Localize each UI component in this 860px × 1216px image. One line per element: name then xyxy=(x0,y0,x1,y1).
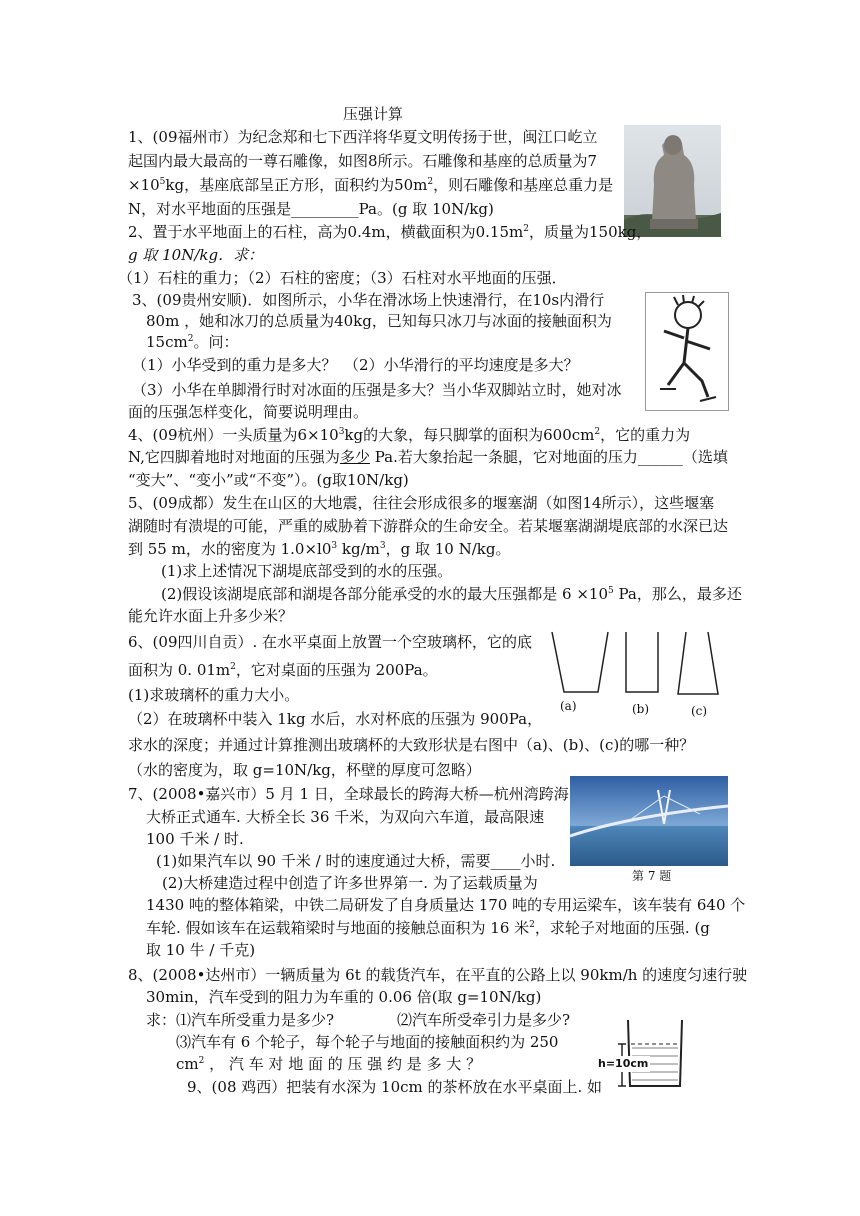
q1-line: N，对水平地面的压强是_________Pa。(g 取 10N/kg) xyxy=(128,200,494,218)
q3-line: （3）小华在单脚滑行时对冰面的压强是多大？当小华双脚站立时，她对冰 xyxy=(132,381,622,399)
q3-line: 面的压强怎样变化，简要说明理由。 xyxy=(128,403,369,421)
q8-line: ⑶汽车有 6 个轮子，每个轮子与地面的接触面积约为 250 xyxy=(176,1033,559,1051)
q7-line: 大桥正式通车. 大桥全长 36 千米，为双向六车道，最高限速 xyxy=(146,808,545,826)
q7-line: (1)如果汽车以 90 千米 / 时的速度通过大桥，需要____小时. xyxy=(156,852,556,870)
q6-line: （2）在玻璃杯中装入 1kg 水后，水对杯底的压强为 900Pa， xyxy=(128,710,543,728)
q8-line: ⑵汽车所受牵引力是多少? xyxy=(397,1011,571,1029)
cup-label-c: (c) xyxy=(691,704,708,718)
q2-line: g 取 10N/kg．求： xyxy=(128,246,264,264)
q6-line: 6、(09四川自贡）. 在水平桌面上放置一个空玻璃杯，它的底 xyxy=(128,633,533,651)
q8-line: 30min，汽车受到的阻力为车重的 0.06 倍(取 g=10N/kg) xyxy=(146,988,542,1006)
q5-line: 到 55 m，水的密度为 $1.0\times l0^3$ $kg/m^3$，g 取 10 N/kg。 xyxy=(128,540,511,558)
q3-line: $15cm^2$。问： xyxy=(146,333,239,351)
q5-line: 能允许水面上升多少米？ xyxy=(128,607,294,625)
q5-line: (1)求上述情况下湖堤底部受到的水的压强。 xyxy=(161,562,453,580)
q8-line: $cm^2$ ， 汽 车 对 地 面 的 压 强 约 是 多 大 ？ xyxy=(176,1055,482,1073)
q6-line: 求水的深度；并通过计算推测出玻璃杯的大致形状是右图中（a)、(b)、(c)的哪一种？ xyxy=(128,736,695,754)
q9-line: 9、(08 鸡西）把装有水深为 10cm 的茶杯放在水平桌面上. 如 xyxy=(187,1078,603,1096)
q3-line: 3、(09贵州安顺)．如图所示，小华在滑冰场上快速滑行，在10s内滑行 xyxy=(132,291,605,309)
teacup-figure xyxy=(596,1016,690,1094)
q7-line: 100 千米 / 时. xyxy=(146,830,244,848)
q4-line: 4、(09杭州）一头质量为$6\times 10^3kg$的大象，每只脚掌的面积为$600cm^2$，它的重力为 xyxy=(128,426,691,444)
q6-line: （水的密度为，取 g=10N/kg，杯壁的厚度可忽略） xyxy=(128,761,481,779)
q3-line: （1）小华受到的重力是多大？ （2）小华滑行的平均速度是多大？ xyxy=(132,356,579,374)
q3-line: 80m ，她和冰刀的总质量为40kg，已知每只冰刀与冰面的接触面积为 xyxy=(146,312,612,330)
q7-line: (2)大桥建造过程中创造了许多世界第一. 为了运载质量为 xyxy=(162,874,538,892)
q8-line: 求：⑴汽车所受重力是多少? xyxy=(146,1011,335,1029)
cup-label-b: (b) xyxy=(632,702,650,716)
q2-line: 2、置于水平地面上的石柱，高为0.4m，横截面积为$0.15m^2$，质量为150kg， xyxy=(128,223,652,241)
teacup-depth-label: h=10cm xyxy=(598,1057,649,1070)
q1-line: 起国内最大最高的一尊石雕像，如图8所示。石雕像和基座的总质量为7 xyxy=(128,152,598,170)
q5-line: 湖随时有溃堤的可能，严重的威胁着下游群众的生命安全。若某堰塞湖湖堤底部的水深已达 xyxy=(128,517,729,535)
cup-label-a: (a) xyxy=(560,699,577,713)
q7-line: 7、(2008•嘉兴市）5 月 1 日，全球最长的跨海大桥—杭州湾跨海 xyxy=(128,785,569,803)
cups-figure xyxy=(548,628,728,720)
q8-line: 8、(2008•达州市）一辆质量为 6t 的载货汽车，在平直的公路上以 90km/h 的速度匀速行驶 xyxy=(128,966,748,984)
q2-line: （1）石柱的重力；（2）石柱的密度；（3）石柱对水平地面的压强． xyxy=(118,269,567,287)
q7-line: 1430 吨的整体箱梁，中铁二局研发了自身质量达 170 吨的专用运梁车，该车装有 640 个 xyxy=(146,896,746,914)
q1-line: 1、(09福州市）为纪念郑和七下西洋将华夏文明传扬于世，闽江口屹立 xyxy=(128,128,598,146)
q5-line: 5、(09成都）发生在山区的大地震，往往会形成很多的堰塞湖（如图14所示），这些堰塞 xyxy=(128,494,715,512)
q6-line: (1)求玻璃杯的重力大小。 xyxy=(128,686,300,704)
q7-line: 车轮. 假如该车在运载箱梁时与地面的接触总面积为 16 米$^2$，求轮子对地面的压强. (g xyxy=(146,919,710,937)
q4-line: “变大”、“变小”或“不变”）。(g取10N/kg) xyxy=(128,471,409,489)
figure-caption: 第 7 题 xyxy=(632,869,672,883)
q4-line: N,它四脚着地时对地面的压强为多少 Pa.若大象抬起一条腿，它对地面的压力______（选填 xyxy=(128,448,728,466)
skater-figure xyxy=(645,292,729,411)
statue-photo xyxy=(624,125,721,237)
q1-line: $\times 10^5kg$，基座底部呈正方形，面积约为$50m^2$，则石雕像和基座总重力是 xyxy=(128,176,614,194)
q5-line: (2)假设该湖堤底部和湖堤各部分能承受的水的最大压强都是 $6 \times 10^5$ Pa，那么，最多还 xyxy=(161,585,742,603)
bridge-photo xyxy=(570,776,728,866)
page-title: 压强计算 xyxy=(343,105,404,123)
q7-line: 取 10 牛 / 千克) xyxy=(146,941,256,959)
q6-line: 面积为 0. $01m^2$，它对桌面的压强为 200Pa。 xyxy=(128,661,438,679)
